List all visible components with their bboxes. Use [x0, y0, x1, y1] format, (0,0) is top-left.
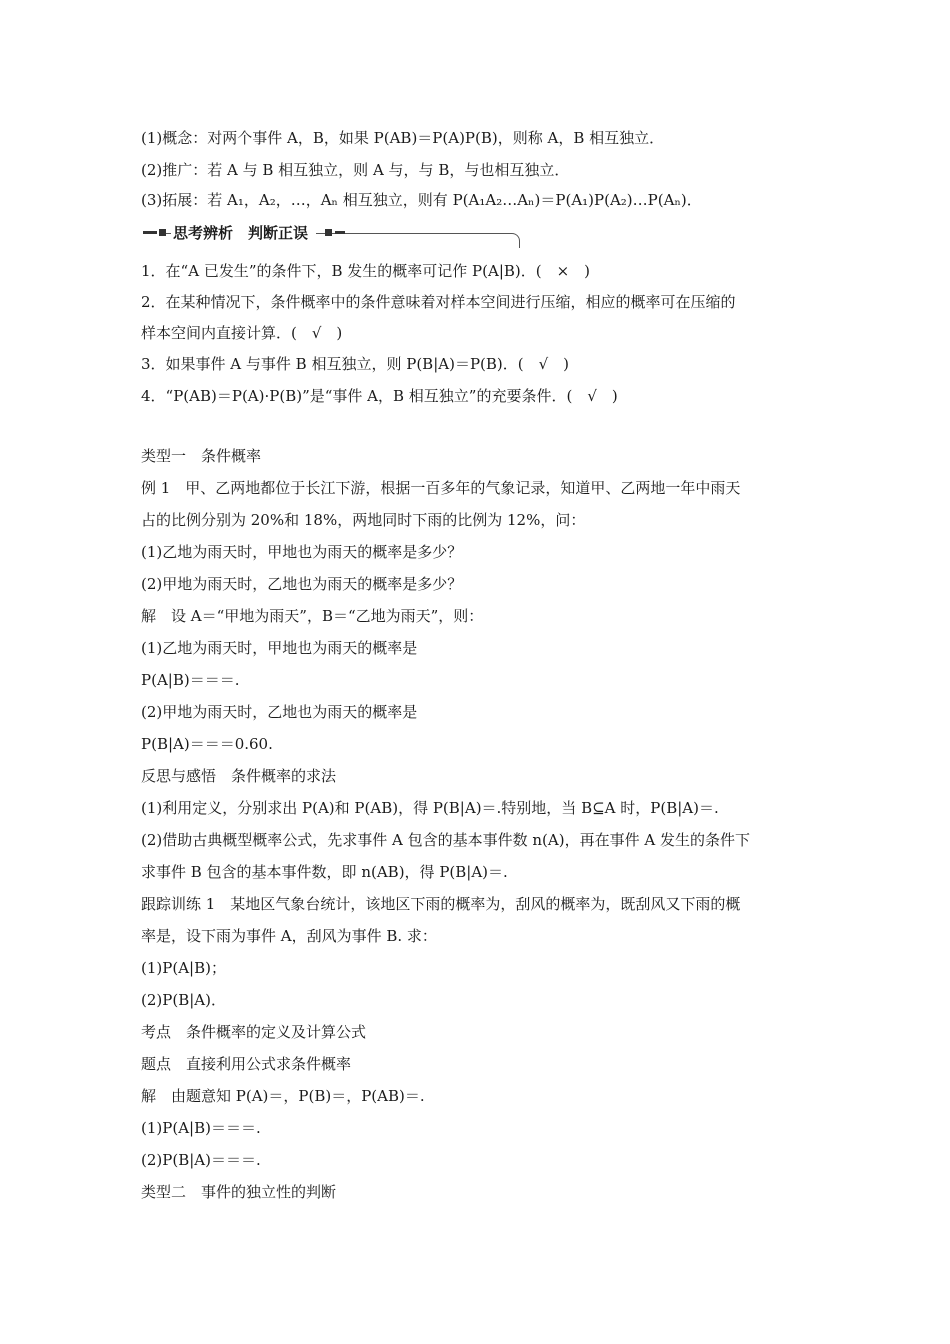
question-point: 题点 直接利用公式求条件概率 [141, 1055, 352, 1073]
solution-1-formula: P(A|B)＝＝＝. [141, 671, 240, 689]
reflection-2: (2)借助古典概型概率公式，先求事件 A 包含的基本事件数 n(A)，再在事件 A 发生的条件下 [141, 831, 750, 849]
reflection-1: (1)利用定义，分别求出 P(A)和 P(AB)，得 P(B|A)＝.特别地，当 B⊆A 时，P(B|A)＝. [141, 799, 719, 817]
solution-2-formula: P(B|A)＝＝＝0.60. [141, 735, 273, 753]
judgement-2: 2．在某种情况下，条件概率中的条件意味着对样本空间进行压缩，相应的概率可在压缩的 [141, 293, 736, 311]
practice-solution: 解 由题意知 P(A)＝，P(B)＝，P(AB)＝. [141, 1087, 425, 1105]
banner-dot-left [159, 229, 166, 236]
section-banner [141, 223, 521, 249]
solution-setup: 解 设 A＝“甲地为雨天”，B＝“乙地为雨天”，则： [141, 607, 484, 625]
type-one-heading: 类型一 条件概率 [141, 447, 262, 465]
solution-2-text: (2)甲地为雨天时，乙地也为雨天的概率是 [141, 703, 418, 721]
banner-dot-right [325, 229, 332, 236]
judgement-1: 1．在“A 已发生”的条件下，B 发生的概率可记作 P(A|B)．( × ) [141, 262, 591, 280]
practice-q1: (1)P(A|B)； [141, 959, 226, 977]
practice-solution-2: (2)P(B|A)＝＝＝. [141, 1151, 261, 1169]
extension-line: (2)推广：若 A 与 B 相互独立，则 A 与，与 B，与也相互独立． [141, 161, 570, 179]
reflection-heading: 反思与感悟 条件概率的求法 [141, 767, 337, 785]
question-1: (1)乙地为雨天时，甲地也为雨天的概率是多少？ [141, 543, 463, 561]
judgement-2-cont: 样本空间内直接计算．( √ ) [141, 324, 343, 342]
judgement-4: 4．“P(AB)＝P(A)·P(B)”是“事件 A，B 相互独立”的充要条件．( √ ) [141, 387, 618, 405]
banner-bar-right [335, 231, 345, 234]
reflection-2-cont: 求事件 B 包含的基本事件数，即 n(AB)，得 P(B|A)＝. [141, 863, 508, 881]
judgement-3: 3．如果事件 A 与事件 B 相互独立，则 P(B|A)＝P(B)．( √ ) [141, 355, 570, 373]
practice-1-line-2: 率是，设下雨为事件 A，刮风为事件 B. 求： [141, 927, 437, 945]
question-2: (2)甲地为雨天时，乙地也为雨天的概率是多少？ [141, 575, 463, 593]
expansion-line: (3)拓展：若 A₁，A₂，…，Aₙ 相互独立，则有 P(A₁A₂…Aₙ)＝P(A₁)P(A₂)…P(Aₙ)． [141, 191, 702, 209]
solution-1-text: (1)乙地为雨天时，甲地也为雨天的概率是 [141, 639, 418, 657]
practice-solution-1: (1)P(A|B)＝＝＝. [141, 1119, 261, 1137]
banner-bar-left [143, 231, 157, 234]
practice-q2: (2)P(B|A)． [141, 991, 226, 1009]
example-1-line-2: 占的比例分别为 20%和 18%，两地同时下雨的比例为 12%，问： [141, 511, 586, 529]
concept-line: (1)概念：对两个事件 A，B，如果 P(AB)＝P(A)P(B)，则称 A，B 相互独立． [141, 129, 665, 147]
banner-title: 思考辨析 判断正误 [171, 223, 316, 243]
example-1-line-1: 例 1 甲、乙两地都位于长江下游，根据一百多年的气象记录，知道甲、乙两地一年中雨天 [141, 479, 741, 497]
practice-1-line-1: 跟踪训练 1 某地区气象台统计，该地区下雨的概率为，刮风的概率为，既刮风又下雨的概 [141, 895, 741, 913]
topic-point: 考点 条件概率的定义及计算公式 [141, 1023, 367, 1041]
type-two-heading: 类型二 事件的独立性的判断 [141, 1183, 337, 1201]
